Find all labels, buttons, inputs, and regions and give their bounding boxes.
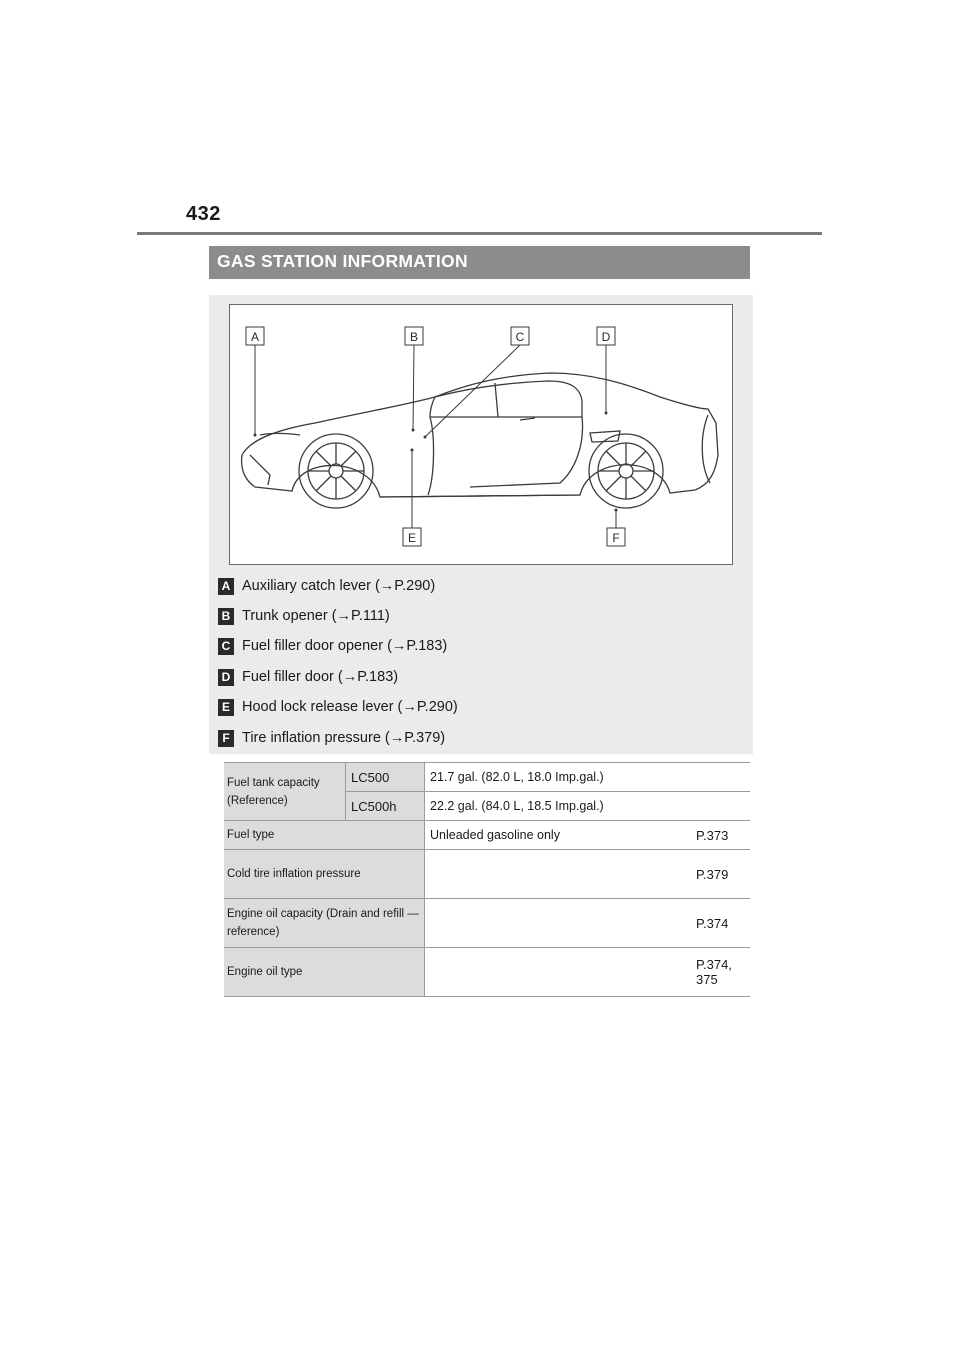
- car-body-outline: [242, 373, 718, 497]
- legend-text: Hood lock release lever (→P.290): [242, 699, 458, 715]
- callout-label-b: B: [409, 330, 419, 344]
- page-number: 432: [186, 203, 221, 225]
- oil-capacity-label: Engine oil capacity (Drain and refill — reference): [224, 899, 425, 948]
- legend-item: [218, 728, 445, 748]
- legend-text: Fuel filler door opener (→P.183): [242, 638, 448, 654]
- cold-tire-value: [425, 850, 697, 899]
- oil-capacity-ref: P.374: [696, 899, 750, 948]
- front-wheel: [299, 434, 373, 508]
- fuel-type-label: Fuel type: [224, 821, 425, 850]
- callout-boxes: [246, 327, 625, 546]
- table-row: [224, 948, 750, 997]
- legend-text: Auxiliary catch lever (→P.290): [242, 578, 436, 594]
- legend-item: [218, 667, 398, 687]
- oil-type-ref: P.374, 375: [696, 948, 750, 997]
- letter-badge: F: [218, 730, 234, 747]
- model-label: LC500h: [346, 792, 425, 821]
- table-row: [224, 899, 750, 948]
- header-rule: [137, 232, 822, 235]
- callout-label-f: F: [612, 531, 620, 545]
- letter-badge: A: [218, 578, 234, 595]
- cold-tire-label: Cold tire inflation pressure: [224, 850, 425, 899]
- legend-item: [218, 606, 390, 626]
- legend-text: Fuel filler door (→P.183): [242, 669, 399, 685]
- cold-tire-ref: P.379: [696, 850, 750, 899]
- callout-label-a: A: [250, 330, 260, 344]
- letter-badge: B: [218, 608, 234, 625]
- table-row: [224, 821, 750, 850]
- legend-text: Tire inflation pressure (→P.379): [242, 730, 446, 746]
- table-row: [224, 850, 750, 899]
- letter-badge: D: [218, 669, 234, 686]
- fuel-tank-label: Fuel tank capacity (Reference): [224, 763, 346, 821]
- model-label: LC500: [346, 763, 425, 792]
- oil-capacity-value: [425, 899, 697, 948]
- tank-value: 21.7 gal. (82.0 L, 18.0 Imp.gal.): [425, 763, 751, 792]
- car-illustration: [229, 304, 733, 565]
- fuel-type-ref: P.373: [696, 821, 750, 850]
- rear-wheel: [589, 434, 663, 508]
- oil-type-value: [425, 948, 697, 997]
- legend-item: [218, 576, 435, 596]
- spec-table: [224, 762, 750, 997]
- section-title: GAS STATION INFORMATION: [209, 246, 750, 279]
- oil-type-label: Engine oil type: [224, 948, 425, 997]
- tank-value: 22.2 gal. (84.0 L, 18.5 Imp.gal.): [425, 792, 751, 821]
- letter-badge: E: [218, 699, 234, 716]
- table-row: [224, 763, 750, 792]
- car-side-view: [230, 305, 732, 564]
- legend-text: Trunk opener (→P.111): [242, 608, 390, 624]
- legend-item: [218, 697, 458, 717]
- callout-label-e: E: [407, 531, 417, 545]
- letter-badge: C: [218, 638, 234, 655]
- callout-label-d: D: [601, 330, 611, 344]
- callout-label-c: C: [515, 330, 525, 344]
- leader-lines: [255, 345, 616, 528]
- fuel-type-value: Unleaded gasoline only: [425, 821, 697, 850]
- legend-item: [218, 636, 447, 656]
